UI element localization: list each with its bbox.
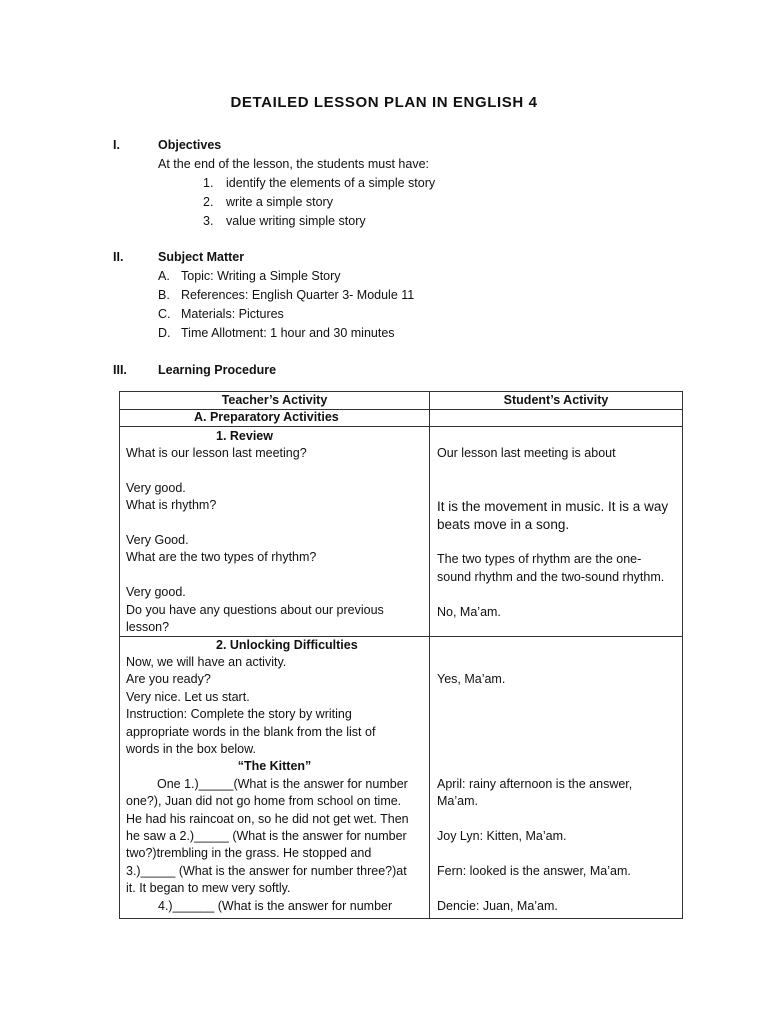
teacher-line: Do you have any questions about our previous <box>126 603 384 617</box>
teacher-activity-header-cell <box>120 392 430 410</box>
page-title: DETAILED LESSON PLAN IN ENGLISH 4 <box>230 94 538 111</box>
teacher-line: words in the box below. <box>126 742 256 756</box>
student-activity-header: Student’s Activity <box>503 393 609 407</box>
teacher-line: one?), Juan did not go home from school on time. <box>126 794 402 808</box>
teacher-line: Very nice. Let us start. <box>126 690 250 704</box>
subject-item: References: English Quarter 3- Module 11 <box>181 288 415 302</box>
student-line: The two types of rhythm are the one- <box>437 552 642 566</box>
section-heading-learning-procedure: Learning Procedure <box>158 363 277 377</box>
student-line: Dencie: Juan, Ma’am. <box>437 899 558 913</box>
section-numeral-learning-procedure: III. <box>113 363 127 377</box>
review-teacher-cell <box>120 427 430 637</box>
student-line: beats move in a song. <box>437 517 570 532</box>
story-title: “The Kitten” <box>237 759 312 773</box>
objective-number: 3. <box>203 214 214 228</box>
section-numeral-objectives: I. <box>113 138 120 152</box>
teacher-line: 4.)______ (What is the answer for number <box>158 899 393 913</box>
teacher-line: lesson? <box>126 620 170 634</box>
subject-letter: B. <box>158 288 170 302</box>
subject-item: Materials: Pictures <box>181 307 284 321</box>
preparatory-activities-cell <box>120 410 430 427</box>
review-student-cell <box>430 427 683 637</box>
unlocking-difficulties-heading: 2. Unlocking Difficulties <box>216 638 358 652</box>
lesson-procedure-table <box>119 391 683 919</box>
teacher-line: Are you ready? <box>126 672 211 686</box>
teacher-line: Very good. <box>126 481 186 495</box>
subject-letter: A. <box>158 269 170 283</box>
objective-item: value writing simple story <box>226 214 366 228</box>
student-line: Ma’am. <box>437 794 478 808</box>
objective-item: identify the elements of a simple story <box>226 176 436 190</box>
subject-item: Time Allotment: 1 hour and 30 minutes <box>181 326 395 340</box>
teacher-line: it. It began to mew very softly. <box>126 881 291 895</box>
student-line: Our lesson last meeting is about <box>437 446 616 460</box>
teacher-line: What is our lesson last meeting? <box>126 446 307 460</box>
student-line: sound rhythm and the two-sound rhythm. <box>437 570 665 584</box>
preparatory-activities-heading: A. Preparatory Activities <box>194 410 339 424</box>
student-line: No, Ma’am. <box>437 605 501 619</box>
teacher-line: What is rhythm? <box>126 498 217 512</box>
objective-number: 1. <box>203 176 214 190</box>
teacher-line: Very good. <box>126 585 186 599</box>
student-line: It is the movement in music. It is a way <box>437 499 669 514</box>
subject-item: Topic: Writing a Simple Story <box>181 269 341 283</box>
objective-number: 2. <box>203 195 214 209</box>
teacher-line: Very Good. <box>126 533 189 547</box>
student-line: April: rainy afternoon is the answer, <box>437 777 633 791</box>
section-heading-subject-matter: Subject Matter <box>158 250 245 264</box>
teacher-line: What are the two types of rhythm? <box>126 550 317 564</box>
teacher-line: Now, we will have an activity. <box>126 655 287 669</box>
section-heading-objectives: Objectives <box>158 138 222 152</box>
teacher-line: appropriate words in the blank from the list of <box>126 725 376 739</box>
teacher-activity-header: Teacher’s Activity <box>221 393 328 407</box>
student-activity-header-cell <box>430 392 683 410</box>
teacher-line: He had his raincoat on, so he did not get wet. Then <box>126 812 409 826</box>
unlocking-student-cell <box>430 637 683 919</box>
review-heading: 1. Review <box>216 429 273 443</box>
teacher-line: One 1.)_____(What is the answer for number <box>157 777 408 791</box>
empty-cell <box>430 410 683 427</box>
unlocking-teacher-cell <box>120 637 430 919</box>
teacher-line: two?)trembling in the grass. He stopped and <box>126 846 372 860</box>
teacher-line: 3.)_____ (What is the answer for number three?)at <box>126 864 407 878</box>
objective-item: write a simple story <box>226 195 333 209</box>
student-line: Joy Lyn: Kitten, Ma’am. <box>437 829 567 843</box>
student-line: Fern: looked is the answer, Ma’am. <box>437 864 631 878</box>
student-line: Yes, Ma’am. <box>437 672 506 686</box>
teacher-line: he saw a 2.)_____ (What is the answer for number <box>126 829 407 843</box>
subject-letter: D. <box>158 326 171 340</box>
section-numeral-subject-matter: II. <box>113 250 124 264</box>
objectives-intro: At the end of the lesson, the students must have: <box>158 157 430 171</box>
subject-letter: C. <box>158 307 171 321</box>
teacher-line: Instruction: Complete the story by writing <box>126 707 352 721</box>
